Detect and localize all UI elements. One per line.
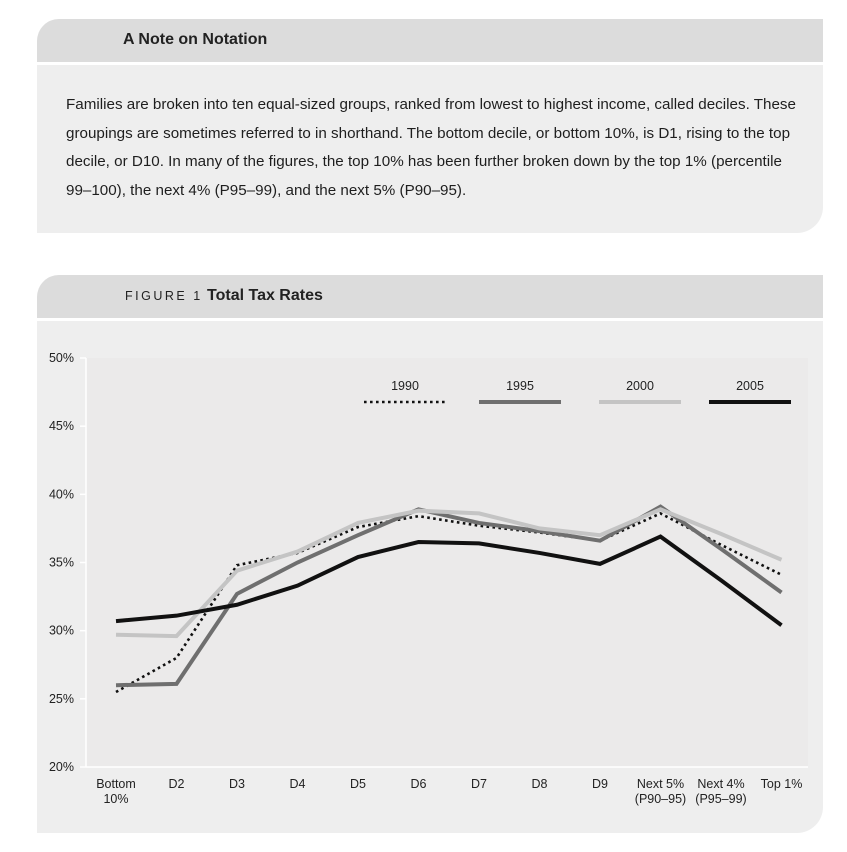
x-tick-label: Bottom 10% [96, 777, 136, 806]
x-tick-label: Next 4% (P95–99) [695, 777, 747, 806]
x-tick-label: Next 5% (P90–95) [634, 777, 687, 806]
note-title: A Note on Notation [123, 31, 268, 48]
figure-title: Total Tax Rates [207, 287, 323, 304]
x-tick-label: D9 [592, 777, 608, 791]
x-tick-label: D2 [168, 777, 185, 791]
legend-label-2005: 2005 [736, 379, 764, 393]
legend-label-2000: 2000 [626, 379, 654, 393]
x-tick-label: Top 1% [760, 777, 803, 791]
y-tick-label: 20% [48, 760, 74, 774]
x-tick-label: D6 [410, 777, 427, 791]
legend-label-1995: 1995 [506, 379, 534, 393]
x-tick-label: D4 [289, 777, 306, 791]
x-tick-label: D3 [229, 777, 245, 791]
note-text: Families are broken into ten equal-sized groups, ranked from lowest to highest income, called deciles. These groupings are sometimes referred to in shorthand. The bottom decile, or bottom 10%, is D1, rising to the top decile, or D10. In many of the figures, the top 10% has been further broken down by the top 1% (percentile 99–100), the next 4% (P95–99), and the next 5% (P90–95). [66, 96, 796, 199]
y-tick-label: 35% [48, 555, 74, 570]
y-tick-label: 40% [48, 487, 74, 502]
y-tick-label: 30% [48, 623, 74, 638]
figure-label: FIGURE 1 [125, 289, 203, 303]
y-tick-label: 45% [48, 419, 74, 434]
legend-label-1990: 1990 [391, 379, 419, 393]
y-tick-label: 25% [48, 691, 74, 706]
x-tick-label: D5 [350, 777, 366, 791]
x-tick-label: D8 [531, 777, 548, 791]
x-tick-label: D7 [471, 777, 487, 791]
y-tick-label: 50% [48, 351, 74, 365]
